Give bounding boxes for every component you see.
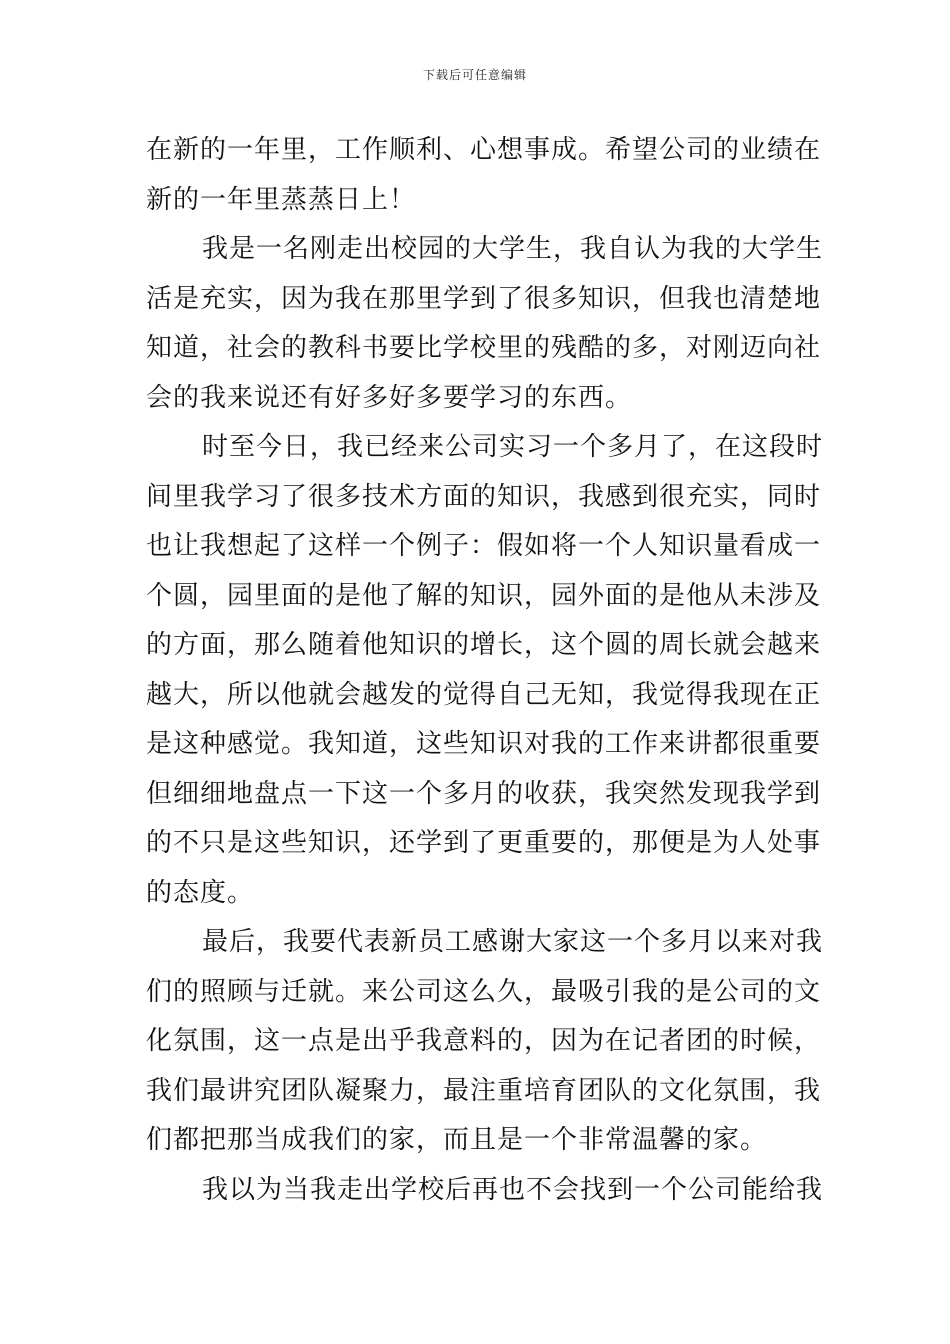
text-line: 但细细地盘点一下这一个多月的收获，我突然发现我学到 xyxy=(146,778,822,809)
text-line: 们都把那当成我们的家，而且是一个非常温馨的家。 xyxy=(146,1125,768,1155)
text-line: 最后，我要代表新员工感谢大家这一个多月以来对我 xyxy=(202,927,824,957)
text-line: 我以为当我走出学校后再也不会找到一个公司能给我 xyxy=(202,1174,824,1205)
text-line: 化氛围，这一点是出乎我意料的，因为在记者团的时候， xyxy=(146,1026,822,1056)
text-line: 间里我学习了很多技术方面的知识，我感到很充实，同时 xyxy=(146,481,822,512)
text-line: 也让我想起了这样一个例子：假如将一个人知识量看成一 xyxy=(146,531,822,561)
body-text xyxy=(146,126,824,1215)
paragraph xyxy=(146,1166,824,1216)
paragraph xyxy=(146,126,822,225)
text-line: 我们最讲究团队凝聚力，最注重培育团队的文化氛围，我 xyxy=(146,1075,822,1106)
text-line: 知道，社会的教科书要比学校里的残酷的多，对刚迈向社 xyxy=(146,333,822,363)
text-line: 们的照顾与迁就。来公司这么久，最吸引我的是公司的文 xyxy=(146,976,822,1007)
text-line: 是这种感觉。我知道，这些知识对我的工作来讲都很重要 xyxy=(146,729,822,759)
header-note: 下载后可任意编辑 xyxy=(422,68,527,82)
text-line: 的不只是这些知识，还学到了更重要的，那便是为人处事 xyxy=(146,828,822,858)
text-line: 的态度。 xyxy=(146,877,255,908)
text-line: 越大，所以他就会越发的觉得自己无知，我觉得我现在正 xyxy=(146,679,822,710)
text-line: 个圆，园里面的是他了解的知识，园外面的是他从未涉及 xyxy=(146,580,822,611)
text-line: 我是一名刚走出校园的大学生，我自认为我的大学生 xyxy=(202,234,824,264)
text-line: 在新的一年里，工作顺利、心想事成。希望公司的业绩在 xyxy=(146,135,822,165)
text-line: 的方面，那么随着他知识的增长，这个圆的周长就会越来 xyxy=(146,630,822,660)
text-line: 新的一年里蒸蒸日上！ xyxy=(146,184,417,215)
text-line: 会的我来说还有好多好多要学习的东西。 xyxy=(146,382,633,413)
paragraph xyxy=(146,225,824,423)
paragraph xyxy=(146,423,824,918)
paragraph xyxy=(146,918,824,1166)
text-line: 活是充实，因为我在那里学到了很多知识，但我也清楚地 xyxy=(146,283,822,314)
text-line: 时至今日，我已经来公司实习一个多月了，在这段时 xyxy=(202,432,824,462)
